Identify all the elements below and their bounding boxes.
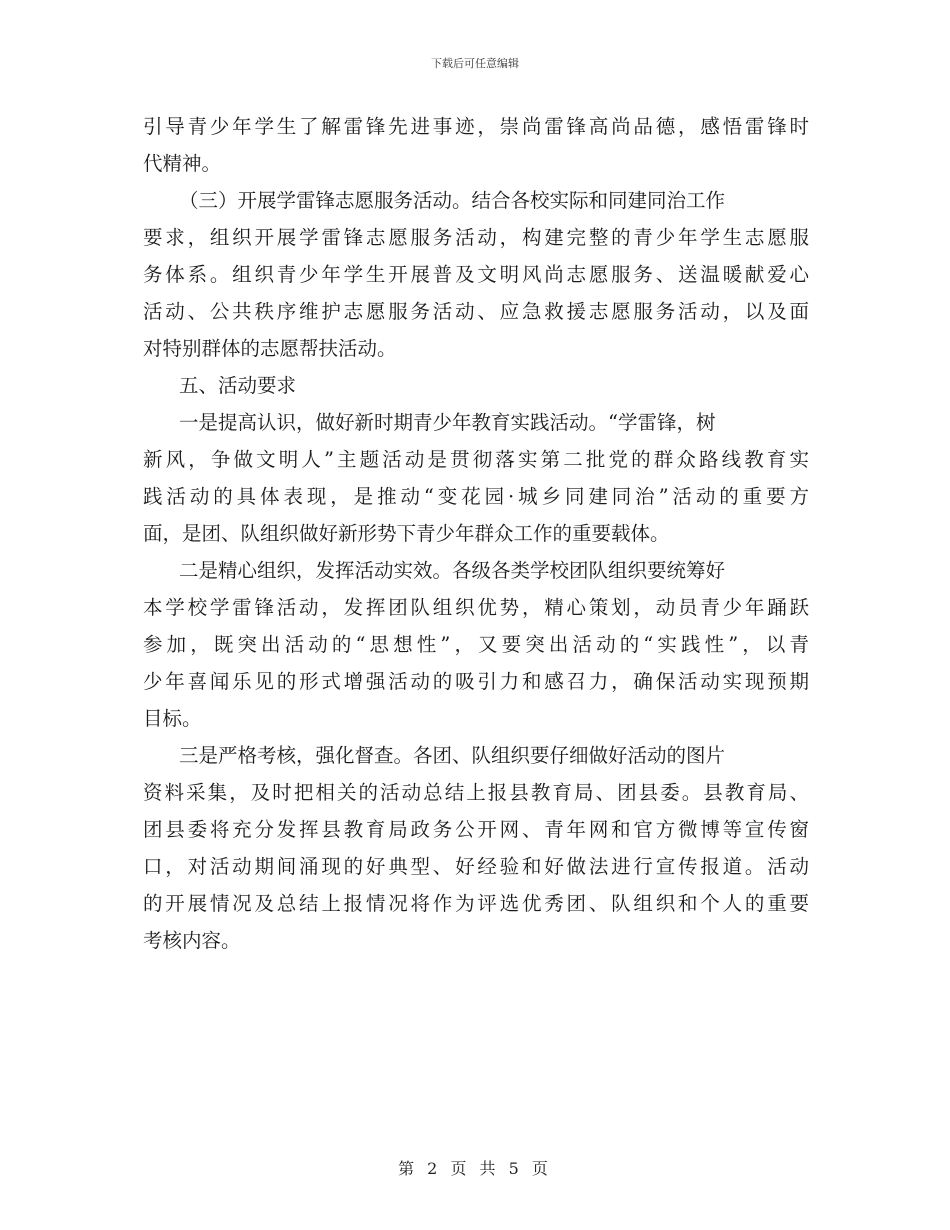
page-footer: 第 2 页 共 5 页 xyxy=(398,1159,552,1178)
text-line: 活动、公共秩序维护志愿服务活动、应急救援志愿服务活动，以及面 xyxy=(143,300,809,323)
section-heading xyxy=(143,367,809,404)
text-line: 的开展情况及总结上报情况将作为评选优秀团、队组织和个人的重要 xyxy=(143,892,809,915)
paragraph xyxy=(143,737,809,959)
text-line: 一是提高认识，做好新时期青少年教育实践活动。“学雷锋，树 xyxy=(179,411,716,434)
text-line: （三）开展学雷锋志愿服务活动。结合各校实际和同建同治工作 xyxy=(179,189,726,212)
page-header: 下载后可任意编辑 xyxy=(431,57,519,70)
text-line: 新风，争做文明人”主题活动是贯彻落实第二批党的群众路线教育实 xyxy=(143,448,809,471)
text-line: 三是严格考核，强化督查。各团、队组织要仔细做好活动的图片 xyxy=(179,744,726,767)
text-line: 面，是团、队组织做好新形势下青少年群众工作的重要载体。 xyxy=(143,522,670,545)
paragraph xyxy=(143,552,809,737)
text-line: 资料采集，及时把相关的活动总结上报县教育局、团县委。县教育局、 xyxy=(143,781,809,804)
text-line: 对特别群体的志愿帮扶活动。 xyxy=(143,337,397,360)
text-line: 考核内容。 xyxy=(143,929,241,952)
document-body xyxy=(143,108,809,959)
text-line: 少年喜闻乐见的形式增强活动的吸引力和感召力，确保活动实现预期 xyxy=(143,670,809,693)
text-line: 口，对活动期间涌现的好典型、好经验和好做法进行宣传报道。活动 xyxy=(143,855,809,878)
text-line: 参加，既突出活动的“思想性”，又要突出活动的“实践性”，以青 xyxy=(143,633,809,656)
text-line: 践活动的具体表现，是推动“变花园·城乡同建同治”活动的重要方 xyxy=(143,485,809,508)
paragraph xyxy=(143,182,809,367)
text-line: 本学校学雷锋活动，发挥团队组织优势，精心策划，动员青少年踊跃 xyxy=(143,596,809,619)
text-line: 要求，组织开展学雷锋志愿服务活动，构建完整的青少年学生志愿服 xyxy=(143,226,809,249)
text-line: 五、活动要求 xyxy=(179,374,297,397)
paragraph xyxy=(143,404,809,552)
text-line: 务体系。组织青少年学生开展普及文明风尚志愿服务、送温暖献爱心 xyxy=(143,263,809,286)
text-line: 代精神。 xyxy=(143,152,222,175)
text-line: 目标。 xyxy=(143,707,202,730)
text-line: 团县委将充分发挥县教育局政务公开网、青年网和官方微博等宣传窗 xyxy=(143,818,809,841)
text-line: 二是精心组织，发挥活动实效。各级各类学校团队组织要统筹好 xyxy=(179,559,726,582)
paragraph xyxy=(143,108,809,182)
text-line: 引导青少年学生了解雷锋先进事迹，崇尚雷锋高尚品德，感悟雷锋时 xyxy=(143,115,809,138)
